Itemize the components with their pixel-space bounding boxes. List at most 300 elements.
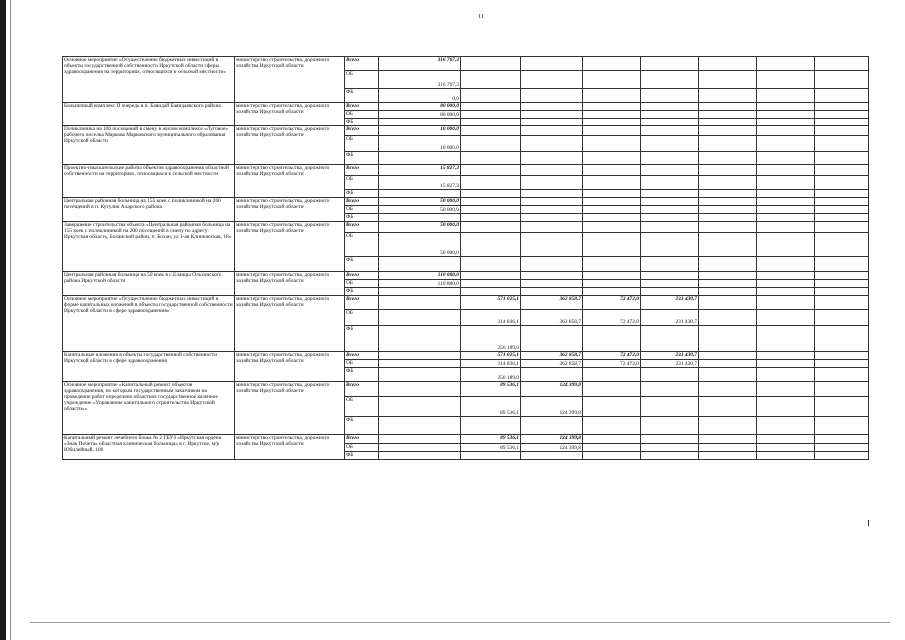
year-value <box>521 280 583 288</box>
year-value <box>641 57 699 71</box>
year-value <box>521 152 583 165</box>
year-value: 89 536,1 <box>461 435 521 444</box>
year-value <box>521 165 583 176</box>
table-row <box>63 198 869 206</box>
year-value <box>583 71 641 89</box>
empty-cell <box>699 272 757 280</box>
year-value <box>583 233 641 257</box>
year-value: 0,0 <box>379 89 461 103</box>
empty-cell <box>757 310 815 326</box>
year-value <box>641 152 699 165</box>
responsible-executor: министерство строительства, дорожного хозяйства Иркутской области <box>235 165 345 198</box>
measure-description: Больничный комплекс II очередь в п. Баяндай Баяндаевского района <box>63 103 235 126</box>
measure-description: Основное мероприятие «Осуществление бюджетных инвестиций в форме капитальных вложений в объекты государственной собственности Иркутской области в сфере здравоохранения» <box>63 296 235 352</box>
table-row <box>63 382 869 397</box>
empty-cell <box>815 280 869 288</box>
scan-edge-line <box>10 0 11 640</box>
year-value <box>583 119 641 126</box>
empty-cell <box>815 452 869 460</box>
year-value <box>521 288 583 296</box>
year-value <box>641 214 699 222</box>
year-value <box>641 89 699 103</box>
year-value <box>379 190 461 198</box>
empty-cell <box>815 71 869 89</box>
table-row <box>63 103 869 111</box>
year-value <box>379 310 461 326</box>
year-value: 124 399,8 <box>521 444 583 452</box>
year-value <box>461 111 521 119</box>
year-value <box>583 272 641 280</box>
empty-cell <box>757 126 815 136</box>
empty-cell <box>815 190 869 198</box>
year-value <box>379 326 461 352</box>
empty-cell <box>757 397 815 417</box>
year-value <box>521 272 583 280</box>
table-row <box>63 57 869 71</box>
empty-cell <box>757 206 815 214</box>
empty-cell <box>699 310 757 326</box>
year-value <box>641 280 699 288</box>
funding-source: ФБ <box>345 119 379 126</box>
year-value <box>461 165 521 176</box>
empty-cell <box>757 296 815 310</box>
empty-cell <box>815 89 869 103</box>
funding-source: ОБ <box>345 360 379 368</box>
empty-cell <box>757 176 815 190</box>
year-value <box>583 288 641 296</box>
funding-source: ФБ <box>345 326 379 352</box>
budget-table <box>62 56 869 460</box>
year-value <box>379 382 461 397</box>
year-value: 231 430,7 <box>641 310 699 326</box>
empty-cell <box>815 136 869 152</box>
empty-cell <box>815 397 869 417</box>
year-value <box>461 71 521 89</box>
empty-cell <box>699 165 757 176</box>
bottom-rule <box>30 622 890 623</box>
year-value: 571 025,1 <box>461 296 521 310</box>
empty-cell <box>757 360 815 368</box>
year-value <box>379 368 461 382</box>
responsible-executor: министерство строительства, дорожного хозяйства Иркутской области <box>235 352 345 382</box>
year-value <box>521 111 583 119</box>
year-value: 10 000,0 <box>379 136 461 152</box>
empty-cell <box>815 233 869 257</box>
year-value <box>583 326 641 352</box>
funding-source: ФБ <box>345 417 379 435</box>
year-value <box>379 257 461 272</box>
year-value <box>521 233 583 257</box>
empty-cell <box>815 214 869 222</box>
responsible-executor: министерство строительства, дорожного хозяйства Иркутской области <box>235 103 345 126</box>
funding-source: ОБ <box>345 310 379 326</box>
empty-cell <box>699 296 757 310</box>
empty-cell <box>815 111 869 119</box>
empty-cell <box>699 368 757 382</box>
year-value: 72 472,0 <box>583 296 641 310</box>
year-value: 50 000,0 <box>379 222 461 233</box>
measure-description: Проектно-изыскательские работы объектов здравоохранения областной собственности на территориях, относящихся к сельской местности <box>63 165 235 198</box>
year-value <box>461 272 521 280</box>
year-value: 72 472,0 <box>583 352 641 360</box>
responsible-executor: министерство строительства, дорожного хозяйства Иркутской области <box>235 198 345 222</box>
year-value: 89 536,1 <box>461 444 521 452</box>
year-value <box>583 452 641 460</box>
year-value: 50 000,0 <box>379 206 461 214</box>
empty-cell <box>757 352 815 360</box>
responsible-executor: министерство строительства, дорожного хозяйства Иркутской области <box>235 382 345 435</box>
year-value <box>641 190 699 198</box>
year-value <box>641 257 699 272</box>
year-value <box>461 198 521 206</box>
empty-cell <box>757 57 815 71</box>
empty-cell <box>757 103 815 111</box>
year-value: 314 836,1 <box>461 310 521 326</box>
year-value <box>641 206 699 214</box>
empty-cell <box>699 435 757 444</box>
year-value <box>583 214 641 222</box>
empty-cell <box>757 382 815 397</box>
year-value <box>461 214 521 222</box>
year-value: 231 430,7 <box>641 296 699 310</box>
year-value <box>521 57 583 71</box>
empty-cell <box>757 417 815 435</box>
year-value <box>583 280 641 288</box>
empty-cell <box>815 352 869 360</box>
empty-cell <box>757 280 815 288</box>
year-value: 50 000,0 <box>379 233 461 257</box>
year-value <box>379 444 461 452</box>
table-row <box>63 126 869 136</box>
year-value <box>641 417 699 435</box>
year-value <box>583 103 641 111</box>
empty-cell <box>699 119 757 126</box>
year-value <box>583 222 641 233</box>
empty-cell <box>699 444 757 452</box>
empty-cell <box>815 435 869 444</box>
empty-cell <box>815 444 869 452</box>
year-value: 89 536,1 <box>461 397 521 417</box>
empty-cell <box>815 288 869 296</box>
empty-cell <box>699 152 757 165</box>
empty-cell <box>757 111 815 119</box>
year-value <box>641 397 699 417</box>
year-value <box>583 89 641 103</box>
empty-cell <box>757 89 815 103</box>
year-value: 15 827,3 <box>379 165 461 176</box>
year-value <box>379 119 461 126</box>
year-value: 256 189,0 <box>461 326 521 352</box>
table-row <box>63 296 869 310</box>
year-value <box>641 288 699 296</box>
funding-source: Всего <box>345 198 379 206</box>
empty-cell <box>815 222 869 233</box>
funding-source: Всего <box>345 222 379 233</box>
empty-cell <box>815 417 869 435</box>
responsible-executor: министерство строительства, дорожного хозяйства Иркутской области <box>235 222 345 272</box>
empty-cell <box>815 119 869 126</box>
empty-cell <box>757 136 815 152</box>
year-value <box>379 152 461 165</box>
year-value <box>521 257 583 272</box>
empty-cell <box>699 288 757 296</box>
empty-cell <box>699 111 757 119</box>
funding-source: ОБ <box>345 280 379 288</box>
empty-cell <box>699 103 757 111</box>
funding-source: ФБ <box>345 190 379 198</box>
year-value <box>521 206 583 214</box>
funding-source: ОБ <box>345 71 379 89</box>
empty-cell <box>815 382 869 397</box>
empty-cell <box>815 206 869 214</box>
year-value <box>641 368 699 382</box>
year-value <box>521 119 583 126</box>
empty-cell <box>699 57 757 71</box>
year-value <box>379 452 461 460</box>
page-number: 11 <box>478 14 484 20</box>
empty-cell <box>757 435 815 444</box>
empty-cell <box>757 190 815 198</box>
year-value <box>521 103 583 111</box>
empty-cell <box>757 233 815 257</box>
year-value <box>583 257 641 272</box>
empty-cell <box>699 257 757 272</box>
funding-source: Всего <box>345 126 379 136</box>
empty-cell <box>757 198 815 206</box>
year-value: 89 536,1 <box>461 382 521 397</box>
year-value <box>379 352 461 360</box>
funding-source: ОБ <box>345 206 379 214</box>
year-value <box>379 288 461 296</box>
year-value <box>641 136 699 152</box>
table-row <box>63 435 869 444</box>
scan-edge-bar <box>0 0 6 640</box>
year-value <box>583 126 641 136</box>
year-value <box>583 435 641 444</box>
year-value <box>461 89 521 103</box>
funding-source: ФБ <box>345 152 379 165</box>
empty-cell <box>699 397 757 417</box>
year-value: 80 000,0 <box>379 111 461 119</box>
year-value <box>461 136 521 152</box>
year-value: 15 827,3 <box>379 176 461 190</box>
year-value: 571 025,1 <box>461 352 521 360</box>
year-value <box>461 452 521 460</box>
year-value: 72 472,0 <box>583 310 641 326</box>
year-value <box>521 222 583 233</box>
empty-cell <box>757 165 815 176</box>
budget-table-body <box>63 57 869 460</box>
year-value <box>461 152 521 165</box>
year-value <box>461 222 521 233</box>
year-value <box>461 126 521 136</box>
measure-description: Основное мероприятие «Осуществление бюджетных инвестиций в объекты государственной собственности Иркутской области сферы здравоохранения на территориях, относящихся к сельской местности» <box>63 57 235 103</box>
year-value: 231 430,7 <box>641 360 699 368</box>
year-value: 256 189,0 <box>461 368 521 382</box>
year-value <box>521 214 583 222</box>
year-value <box>379 360 461 368</box>
empty-cell <box>699 222 757 233</box>
year-value <box>583 198 641 206</box>
year-value <box>379 214 461 222</box>
empty-cell <box>699 89 757 103</box>
empty-cell <box>757 257 815 272</box>
measure-description: Поликлиника на 100 посещений в смену в жилом комплексе «Луговое» рабочего поселка Маркова Марковского муниципального образования Иркутской области <box>63 126 235 165</box>
year-value <box>641 272 699 280</box>
empty-cell <box>699 233 757 257</box>
empty-cell <box>699 326 757 352</box>
empty-cell <box>757 368 815 382</box>
empty-cell <box>757 119 815 126</box>
year-value: 10 000,0 <box>379 126 461 136</box>
year-value <box>583 111 641 119</box>
year-value <box>521 71 583 89</box>
year-value <box>641 382 699 397</box>
measure-description: Центральная районная больница на 50 коек в с.Еланцы Ольхонского района Иркутской области <box>63 272 235 296</box>
empty-cell <box>699 214 757 222</box>
year-value <box>461 233 521 257</box>
empty-cell <box>757 452 815 460</box>
year-value <box>641 103 699 111</box>
empty-cell <box>699 136 757 152</box>
year-value <box>461 417 521 435</box>
responsible-executor: министерство строительства, дорожного хозяйства Иркутской области <box>235 126 345 165</box>
funding-source: ФБ <box>345 214 379 222</box>
edge-mark <box>868 520 869 526</box>
measure-description: Завершение строительства объекта «Центральная районная больница на 155 коек с поликлиникой на 200 посещений в смену по адресу: Иркутская область, Боханский район, п. Бохан, ул 1-ая Клиническая, 18» <box>63 222 235 272</box>
year-value <box>641 452 699 460</box>
empty-cell <box>815 368 869 382</box>
empty-cell <box>815 326 869 352</box>
year-value: 362 858,7 <box>521 352 583 360</box>
empty-cell <box>699 71 757 89</box>
year-value <box>641 444 699 452</box>
funding-source: ОБ <box>345 111 379 119</box>
year-value: 50 000,0 <box>379 198 461 206</box>
responsible-executor: министерство строительства, дорожного хозяйства Иркутской области <box>235 272 345 296</box>
empty-cell <box>757 71 815 89</box>
empty-cell <box>815 296 869 310</box>
funding-source: ОБ <box>345 136 379 152</box>
empty-cell <box>699 206 757 214</box>
year-value <box>461 57 521 71</box>
year-value <box>583 444 641 452</box>
year-value: 124 399,8 <box>521 435 583 444</box>
year-value <box>583 136 641 152</box>
funding-source: Всего <box>345 296 379 310</box>
empty-cell <box>815 126 869 136</box>
year-value: 316 707,3 <box>379 57 461 71</box>
year-value <box>521 190 583 198</box>
year-value <box>641 119 699 126</box>
empty-cell <box>699 198 757 206</box>
empty-cell <box>815 103 869 111</box>
year-value <box>583 368 641 382</box>
funding-source: Всего <box>345 352 379 360</box>
year-value <box>379 397 461 417</box>
empty-cell <box>757 444 815 452</box>
measure-description: Капитальный ремонт лечебного блока № 2 ГБУЗ «Иркутская ордена «Знак Почета» областная клиническая больница» в г. Иркутске, м/р Юбилейный, 100 <box>63 435 235 460</box>
year-value: 314 836,1 <box>461 360 521 368</box>
year-value <box>641 326 699 352</box>
measure-description: Основное мероприятие «Капитальный ремонт объектов здравоохранения, по которым государственным заказчиком на проведение работ определено областное государственное казенное учреждение «Управление капитального строительства Иркутской области»» <box>63 382 235 435</box>
year-value <box>521 89 583 103</box>
funding-source: ОБ <box>345 397 379 417</box>
funding-source: ОБ <box>345 444 379 452</box>
empty-cell <box>699 190 757 198</box>
funding-source: ОБ <box>345 233 379 257</box>
year-value <box>461 206 521 214</box>
year-value <box>641 165 699 176</box>
empty-cell <box>815 165 869 176</box>
year-value: 231 430,7 <box>641 352 699 360</box>
year-value <box>641 222 699 233</box>
year-value: 124 399,8 <box>521 397 583 417</box>
year-value <box>641 176 699 190</box>
empty-cell <box>699 382 757 397</box>
funding-source: Всего <box>345 103 379 111</box>
table-row <box>63 165 869 176</box>
funding-source: Всего <box>345 435 379 444</box>
empty-cell <box>699 280 757 288</box>
year-value <box>461 103 521 111</box>
year-value <box>521 417 583 435</box>
year-value <box>461 280 521 288</box>
empty-cell <box>699 417 757 435</box>
measure-description: Центральная районная больница на 155 коек с поликлиникой на 200 посещений в п. Кутулик Аларского района <box>63 198 235 222</box>
empty-cell <box>815 257 869 272</box>
empty-cell <box>699 360 757 368</box>
empty-cell <box>815 152 869 165</box>
year-value <box>379 417 461 435</box>
funding-source: ОБ <box>345 176 379 190</box>
year-value <box>461 176 521 190</box>
year-value: 110 880,0 <box>379 272 461 280</box>
empty-cell <box>757 326 815 352</box>
year-value <box>521 176 583 190</box>
funding-source: ФБ <box>345 368 379 382</box>
empty-cell <box>699 452 757 460</box>
year-value <box>521 126 583 136</box>
year-value <box>521 198 583 206</box>
year-value <box>583 165 641 176</box>
year-value <box>641 435 699 444</box>
responsible-executor: министерство строительства, дорожного хозяйства Иркутской области <box>235 57 345 103</box>
year-value: 362 858,7 <box>521 296 583 310</box>
year-value <box>583 152 641 165</box>
funding-source: ФБ <box>345 288 379 296</box>
year-value <box>521 452 583 460</box>
empty-cell <box>757 222 815 233</box>
year-value <box>583 206 641 214</box>
year-value <box>641 111 699 119</box>
year-value <box>583 382 641 397</box>
year-value <box>461 190 521 198</box>
year-value: 80 000,0 <box>379 103 461 111</box>
year-value: 362 858,7 <box>521 310 583 326</box>
empty-cell <box>757 214 815 222</box>
empty-cell <box>757 288 815 296</box>
year-value <box>583 397 641 417</box>
year-value <box>583 190 641 198</box>
year-value <box>521 326 583 352</box>
year-value <box>461 288 521 296</box>
responsible-executor: министерство строительства, дорожного хозяйства Иркутской области <box>235 435 345 460</box>
empty-cell <box>699 176 757 190</box>
funding-source: ФБ <box>345 452 379 460</box>
funding-source: Всего <box>345 272 379 280</box>
measure-description: Капитальные вложения в объекты государственной собственности Иркутской области в сфере здравоохранения <box>63 352 235 382</box>
